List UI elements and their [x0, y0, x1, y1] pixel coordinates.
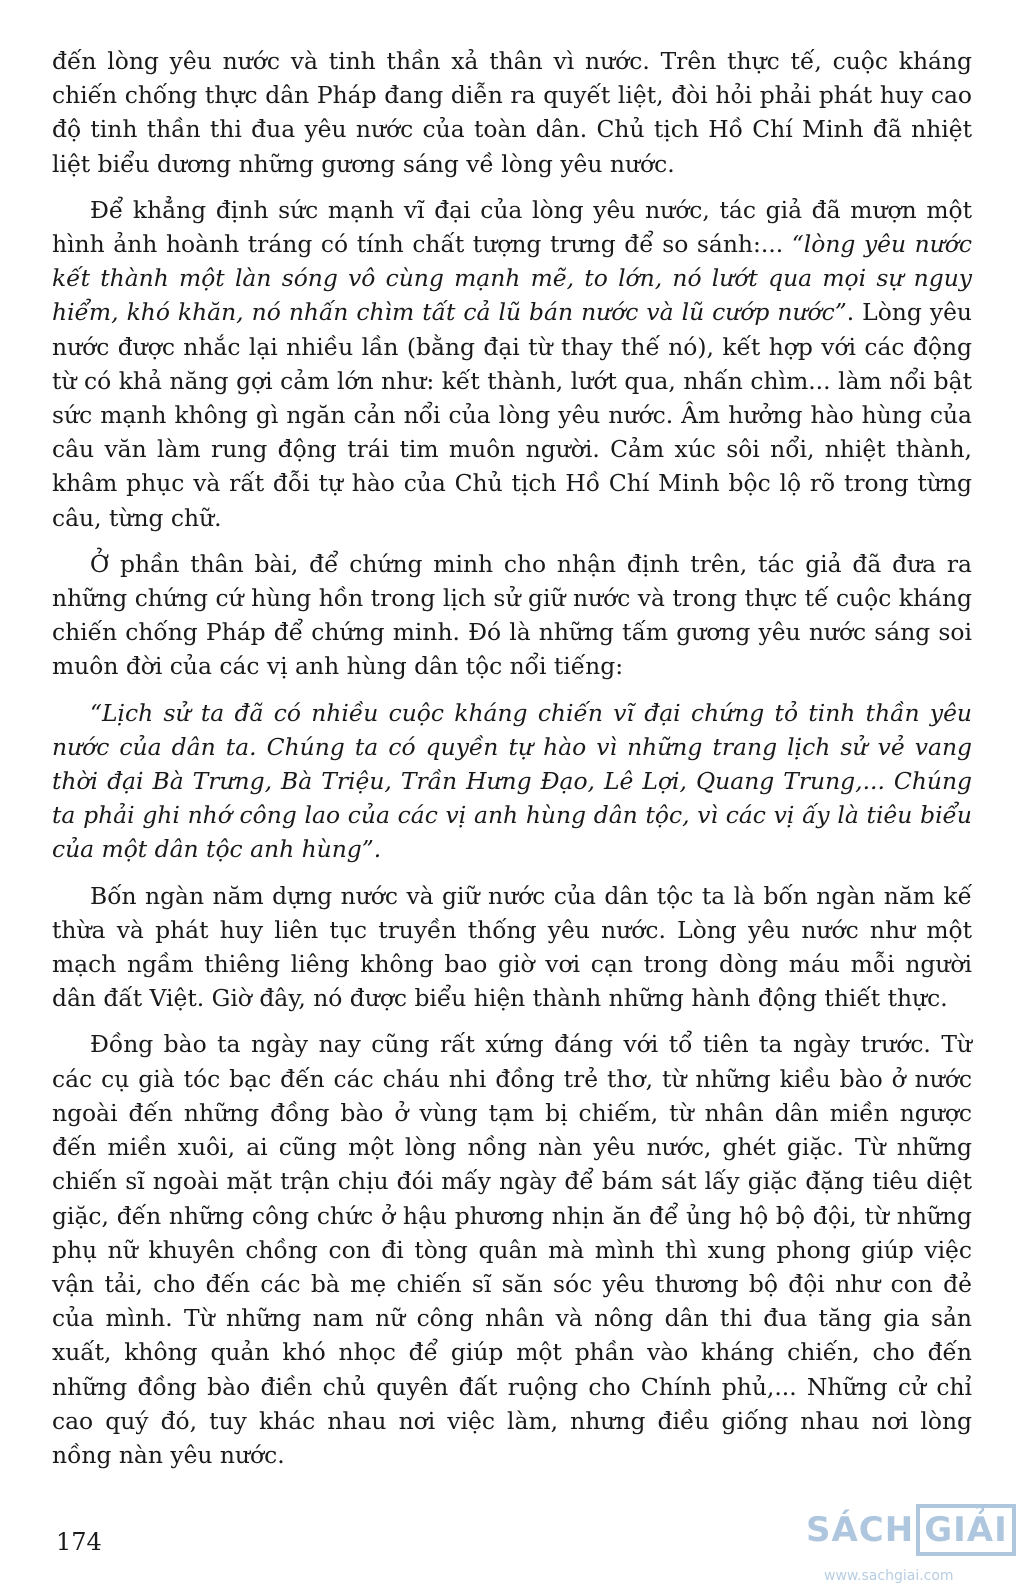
paragraph-3	[52, 547, 972, 684]
watermark-logo	[806, 1486, 1006, 1586]
paragraph-text: Để khẳng định sức mạnh vĩ đại của lòng yêu nước, tác giả đã mượn một hình ảnh hoành tráng có tính chất tượng trưng để so sánh:...	[52, 195, 972, 259]
paragraph-text: Đồng bào ta ngày nay cũng rất xứng đáng với tổ tiên ta ngày trước. Từ các cụ già tóc bạc đến các cháu nhi đồng trẻ thơ, từ những kiều bào ở nước ngoài đến những đồng bào ở vùng tạm bị chiếm, từ nhân dân miền ngược đến miền xuôi, ai cũng một lòng nồng nàn yêu nước, ghét giặc. Từ những chiến sĩ ngoài mặt trận chịu đói mấy ngày để bám sát lấy giặc đặng tiêu diệt giặc, đến những công chức ở hậu phương nhịn ăn để ủng hộ bộ đội, từ những phụ nữ khuyên chồng con đi tòng quân mà mình thì xung phong giúp việc vận tải, cho đến các bà mẹ chiến sĩ săn sóc yêu thương bộ đội như con đẻ của mình. Từ những nam nữ công nhân và nông dân thi đua tăng gia sản xuất, không quản khó nhọc để giúp một phần vào kháng chiến, cho đến những đồng bào điền chủ quyên đất ruộng cho Chính phủ,... Những cử chỉ cao quý đó, tuy khác nhau nơi việc làm, nhưng điều giống nhau nơi lòng nồng nàn yêu nước.	[52, 1030, 972, 1469]
page-body	[52, 44, 972, 1484]
watermark-text-giai: GIẢI	[916, 1504, 1016, 1556]
paragraph-2	[52, 193, 972, 535]
page-number: 174	[56, 1528, 102, 1556]
quotation-text: “Lịch sử ta đã có nhiều cuộc kháng chiến vĩ đại chứng tỏ tinh thần yêu nước của dân ta. Chúng ta có quyền tự hào vì những trang lịch sử vẻ vang thời đại Bà Trưng, Bà Triệu, Trần Hưng Đạo, Lê Lợi, Quang Trung,... Chúng ta phải ghi nhớ công lao của các vị anh hùng dân tộc, vì các vị ấy là tiêu biểu của một dân tộc anh hùng”.	[52, 698, 972, 864]
paragraph-5	[52, 879, 972, 1016]
paragraph-6	[52, 1027, 972, 1472]
paragraph-text: Ở phần thân bài, để chứng minh cho nhận định trên, tác giả đã đưa ra những chứng cứ hùng hồn trong lịch sử giữ nước và trong thực tế cuộc kháng chiến chống Pháp để chứng minh. Đó là những tấm gương yêu nước sáng soi muôn đời của các vị anh hùng dân tộc nổi tiếng:	[52, 549, 972, 681]
quotation-text: “lòng yêu nước kết thành một làn sóng vô cùng mạnh mẽ, to lớn, nó lướt qua mọi sự nguy hiểm, khó khăn, nó nhấn chìm tất cả lũ bán nước và lũ cướp nước”	[52, 230, 972, 327]
watermark-wordmark	[806, 1504, 1018, 1556]
watermark-text-sach: SÁCH	[806, 1510, 915, 1550]
paragraph-text: Bốn ngàn năm dựng nước và giữ nước của dân tộc ta là bốn ngàn năm kế thừa và phát huy liên tục truyền thống yêu nước. Lòng yêu nước như một mạch ngầm thiêng liêng không bao giờ vơi cạn trong dòng máu mỗi người dân đất Việt. Giờ đây, nó được biểu hiện thành những hành động thiết thực.	[52, 881, 972, 1013]
block-quotation	[52, 696, 972, 867]
paragraph-1	[52, 44, 972, 181]
paragraph-text: đến lòng yêu nước và tinh thần xả thân vì nước. Trên thực tế, cuộc kháng chiến chống thực dân Pháp đang diễn ra quyết liệt, đòi hỏi phải phát huy cao độ tinh thần thi đua yêu nước của toàn dân. Chủ tịch Hồ Chí Minh đã nhiệt liệt biểu dương những gương sáng về lòng yêu nước.	[52, 47, 972, 178]
paragraph-text: . Lòng yêu nước được nhắc lại nhiều lần (bằng đại từ thay thế nó), kết hợp với các động từ có khả năng gợi cảm lớn như: kết thành, lướt qua, nhấn chìm... làm nổi bật sức mạnh không gì ngăn cản nổi của lòng yêu nước. Âm hưởng hào hùng của câu văn làm rung động trái tim muôn người. Cảm xúc sôi nổi, nhiệt thành, khâm phục và rất đỗi tự hào của Chủ tịch Hồ Chí Minh bộc lộ rõ trong từng câu, từng chữ.	[52, 298, 972, 532]
watermark-url: www.sachgiai.com	[824, 1568, 954, 1584]
